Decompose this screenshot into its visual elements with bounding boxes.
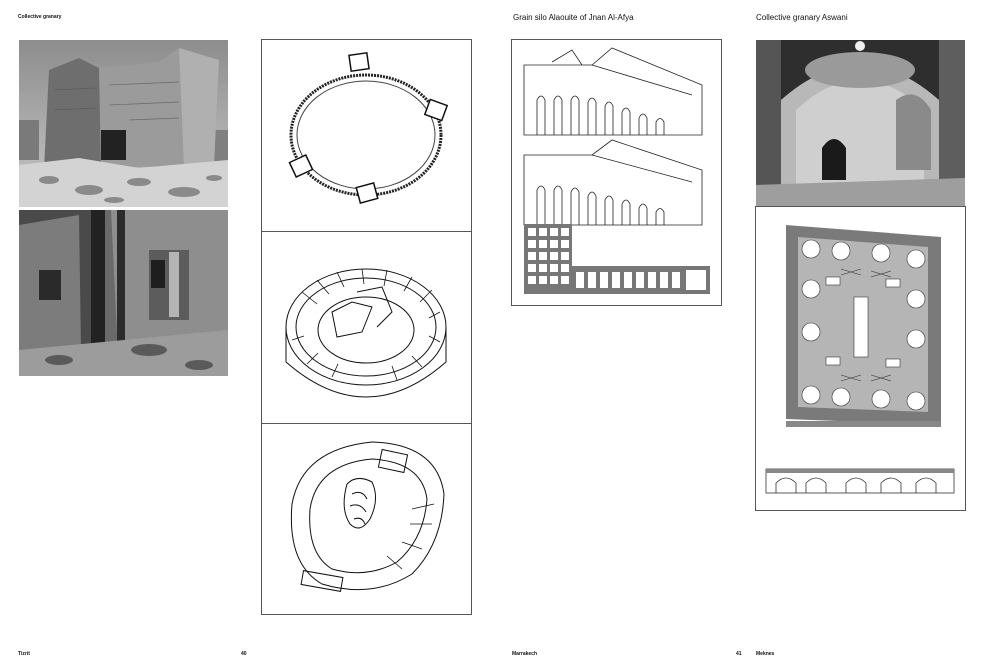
- drawing-oval-plan: [261, 39, 472, 232]
- footer-left-city: Tizrit: [18, 651, 30, 657]
- photo-vaulted-hall: [756, 40, 965, 207]
- footer-right-location: Meknes: [756, 651, 775, 657]
- drawing-aswani-plan-section: [755, 206, 966, 511]
- footer-right-city: Marrakech: [512, 651, 538, 657]
- footer-left-page-number: 40: [241, 651, 247, 657]
- heading-aswani: Collective granary Aswani: [756, 13, 848, 22]
- running-title: Collective granary: [18, 14, 62, 20]
- drawing-silo-sections-plan: [511, 39, 722, 306]
- photo-granary-interior: [19, 210, 228, 376]
- drawing-axonometric-1: [261, 231, 472, 424]
- photo-granary-exterior: [19, 40, 228, 207]
- heading-grain-silo: Grain silo Alaouite of Jnan Al-Afya: [513, 13, 634, 22]
- footer-right-page-number: 41: [736, 651, 742, 657]
- drawing-axonometric-2: [261, 423, 472, 615]
